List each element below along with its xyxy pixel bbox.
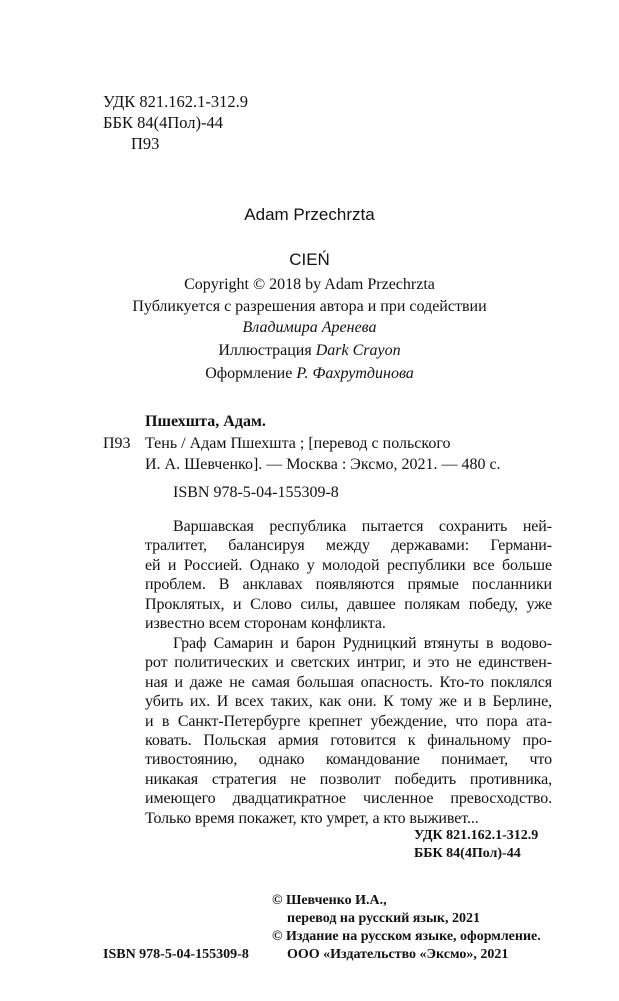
- bibliographic-heading: Пшехшта, Адам.: [145, 413, 266, 430]
- design-name: Р. Фахрутдинова: [296, 365, 414, 382]
- annotation-line: Только время покажет, кто умрет, а кто выживет...: [145, 809, 479, 827]
- permission-name: Владимира Аренева: [242, 319, 377, 336]
- permission-line: Публикуется с разрешения автора и при содействии: [132, 298, 487, 315]
- translation-copyright-line-2: перевод на русский язык, 2021: [287, 911, 480, 926]
- bibliographic-line-1: Тень / Адам Пшехшта ; [перевод с польского: [145, 435, 451, 452]
- footer-isbn: ISBN 978-5-04-155309-8: [103, 947, 249, 962]
- design-credit: [0, 365, 619, 383]
- annotation-line: и в Санкт-Петербурге крепнет убеждение, что пора ата-: [145, 712, 552, 730]
- annotation-line: тивостоянию, однако командование понимает, что: [145, 751, 552, 769]
- udk-code-top: УДК 821.162.1-312.9: [103, 92, 249, 111]
- original-author: Adam Przechrzta: [244, 205, 375, 224]
- annotation-line: ная и даже не самая большая опасность. Кто-то поклялся: [145, 673, 552, 691]
- design-label: Оформление: [205, 365, 297, 382]
- cutter-code-top: П93: [131, 134, 160, 153]
- udk-code-bottom: УДК 821.162.1-312.9: [414, 828, 539, 843]
- illustration-label: Иллюстрация: [218, 342, 316, 359]
- illustration-name: Dark Crayon: [315, 342, 401, 359]
- annotation-line: ей и Россией. Однако у молодой республики все больше: [145, 556, 552, 574]
- original-title: CIEŃ: [289, 250, 330, 269]
- annotation-line: Варшавская республика пытается сохранить ней-: [173, 518, 552, 535]
- bibliographic-line-2: И. А. Шевченко]. — Москва : Эксмо, 2021. — 480 с.: [145, 456, 501, 473]
- copyright-line: Copyright © 2018 by Adam Przechrzta: [184, 276, 435, 293]
- annotation-line: Проклятых, и Слово силы, давшее полякам победу, уже: [145, 595, 552, 613]
- edition-copyright-line-1: © Издание на русском языке, оформление.: [272, 929, 541, 944]
- illustration-credit: [0, 342, 619, 360]
- bibliographic-cutter: П93: [103, 435, 131, 452]
- annotation-line: проблем. В анклавах появляются прямые посланники: [145, 576, 552, 594]
- annotation-paragraph-2: [145, 634, 552, 828]
- bibliographic-isbn: ISBN 978-5-04-155309-8: [173, 484, 339, 501]
- annotation-line: никакая стратегия не позволит победить противника,: [145, 770, 552, 788]
- translation-copyright-line-1: © Шевченко И.А.,: [272, 893, 387, 908]
- annotation-line: известно всем сторонам конфликта.: [145, 615, 386, 633]
- annotation-paragraph-1: [145, 517, 552, 633]
- annotation-line: имеющего двадцатикратное численное превосходство.: [145, 790, 552, 808]
- annotation-line: рот политических и светских интриг, и это не единствен-: [145, 654, 552, 672]
- edition-copyright-line-2: ООО «Издательство «Эксмо», 2021: [287, 947, 509, 962]
- bbk-code-top: ББК 84(4Пол)-44: [103, 113, 223, 132]
- bbk-code-bottom: ББК 84(4Пол)-44: [414, 846, 521, 861]
- annotation-line: убить их. И всех таких, как они. К тому же и в Берлине,: [145, 693, 552, 711]
- annotation-line: Граф Самарин и барон Рудницкий втянуты в водово-: [173, 635, 552, 652]
- annotation-line: тралитет, балансируя между державами: Германи-: [145, 537, 552, 555]
- annotation-line: ковать. Польская армия готовится к финальному про-: [145, 732, 552, 750]
